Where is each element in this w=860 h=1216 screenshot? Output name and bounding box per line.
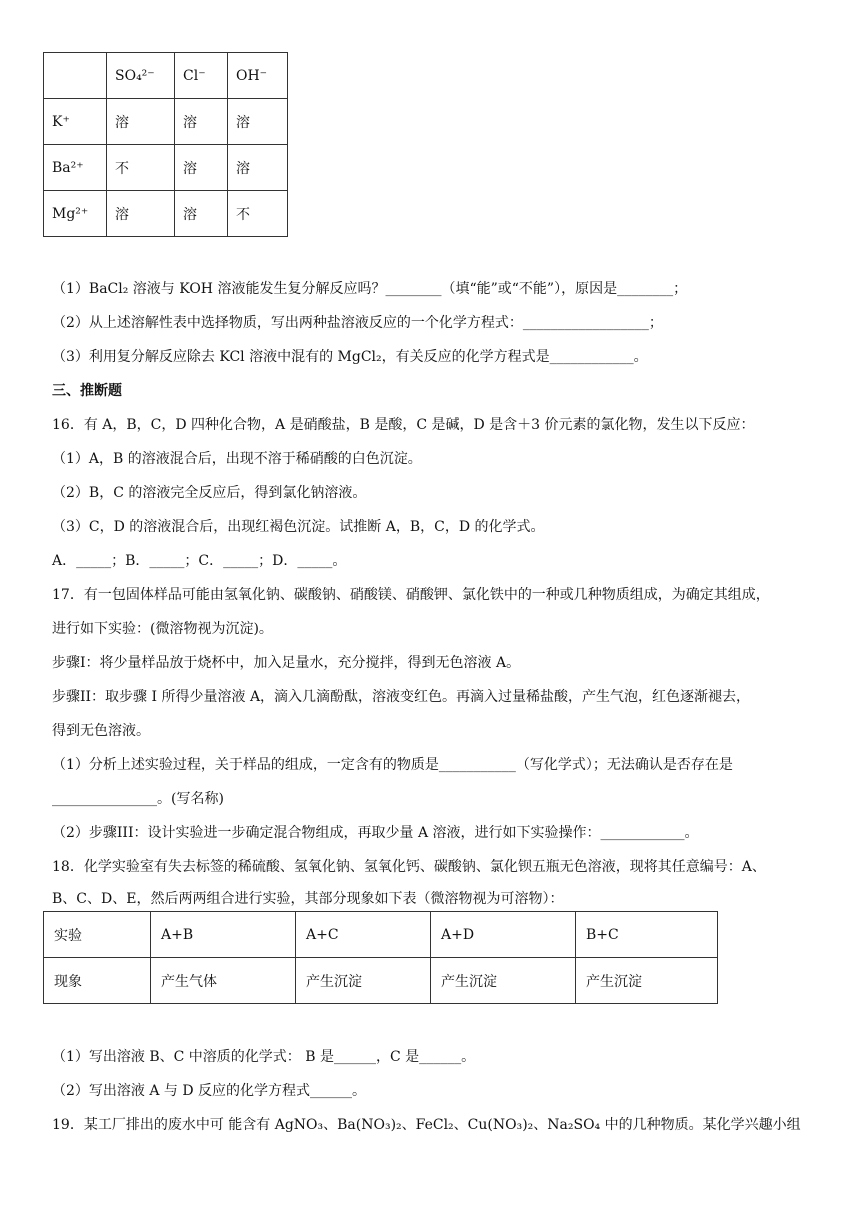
q17-part2: （2）步骤III：设计实验进一步确定混合物组成，再取少量 A 溶液，进行如下实验操作：____________。: [52, 825, 699, 841]
section-heading: 三、推断题: [52, 383, 122, 399]
table-cell: 不: [228, 191, 288, 237]
q19-stem: 19．某工厂排出的废水中可 能含有 AgNO₃、Ba(NO₃)₂、FeCl₂、Cu(NO₃)₂、Na₂SO₄ 中的几种物质。某化学兴趣小组: [52, 1117, 801, 1133]
header-hydroxide: OH⁻: [228, 53, 288, 99]
table-cell: A+B: [151, 912, 296, 958]
table-cell: 溶: [107, 191, 175, 237]
solubility-table: [43, 52, 288, 237]
table-cell: 溶: [175, 145, 228, 191]
table-cell: 溶: [175, 191, 228, 237]
table-cell: 溶: [228, 145, 288, 191]
header-chloride: Cl⁻: [175, 53, 228, 99]
q15-part3: （3）利用复分解反应除去 KCl 溶液中混有的 MgCl₂，有关反应的化学方程式是____________。: [52, 349, 648, 365]
q17-step2-line1: 步骤II：取步骤 I 所得少量溶液 A，滴入几滴酚酞，溶液变红色。再滴入过量稀盐酸，产生气泡，红色逐渐褪去，: [52, 689, 751, 705]
table-cell: B+C: [576, 912, 718, 958]
q17-stem-line2: 进行如下实验：(微溶物视为沉淀)。: [52, 621, 273, 637]
experiment-table: [43, 911, 718, 1004]
q16-part3: （3）C，D 的溶液混合后，出现红褐色沉淀。试推断 A，B，C，D 的化学式。: [52, 519, 545, 535]
header-sulfate: SO₄²⁻: [107, 53, 175, 99]
table-row: [44, 191, 288, 237]
table-cell: 溶: [228, 99, 288, 145]
table-cell: 现象: [44, 958, 151, 1004]
table-header-row: [44, 53, 288, 99]
table-cell: 产生沉淀: [431, 958, 576, 1004]
q15-part1: （1）BaCl₂ 溶液与 KOH 溶液能发生复分解反应吗？________（填“能”或“不能”），原因是________；: [52, 281, 688, 297]
table-cell: 产生沉淀: [576, 958, 718, 1004]
table-cell: A+C: [296, 912, 431, 958]
table-row: [44, 912, 718, 958]
row-ion-label: K⁺: [44, 99, 107, 145]
table-cell: 不: [107, 145, 175, 191]
row-ion-label: Mg²⁺: [44, 191, 107, 237]
table-row: [44, 145, 288, 191]
table-cell: 溶: [107, 99, 175, 145]
table-cell: 溶: [175, 99, 228, 145]
q17-part1-line1: （1）分析上述实验过程，关于样品的组成，一定含有的物质是___________（写化学式）；无法确认是否存在是: [52, 757, 733, 773]
table-cell: 产生沉淀: [296, 958, 431, 1004]
q17-stem-line1: 17．有一包固体样品可能由氢氧化钠、碳酸钠、硝酸镁、硝酸钾、氯化铁中的一种或几种物质组成，为确定其组成，: [52, 587, 770, 603]
q16-stem: 16．有 A，B，C，D 四种化合物，A 是硝酸盐，B 是酸，C 是碱，D 是含＋3 价元素的氯化物，发生以下反应：: [52, 417, 755, 433]
q15-part2: （2）从上述溶解性表中选择物质，写出两种盐溶液反应的一个化学方程式：__________________；: [52, 315, 663, 331]
q18-part1: （1）写出溶液 B、C 中溶质的化学式： B 是______，C 是______。: [52, 1049, 476, 1065]
q17-part1-line2: _______________。(写名称): [52, 791, 224, 807]
table-cell: A+D: [431, 912, 576, 958]
q18-stem-line2: B、C、D、E，然后两两组合进行实验，其部分现象如下表（微溶物视为可溶物）：: [52, 891, 564, 907]
table-row: [44, 958, 718, 1004]
q16-answer: A．_____；B．_____；C．_____；D．_____。: [52, 553, 347, 569]
row-ion-label: Ba²⁺: [44, 145, 107, 191]
q17-step2-line2: 得到无色溶液。: [52, 723, 150, 739]
q18-stem-line1: 18．化学实验室有失去标签的稀硫酸、氢氧化钠、氢氧化钙、碳酸钠、氯化钡五瓶无色溶液，现将其任意编号：A、: [52, 859, 766, 875]
table-cell: 产生气体: [151, 958, 296, 1004]
table-cell: 实验: [44, 912, 151, 958]
q16-part2: （2）B，C 的溶液完全反应后，得到氯化钠溶液。: [52, 485, 367, 501]
q16-part1: （1）A，B 的溶液混合后，出现不溶于稀硝酸的白色沉淀。: [52, 451, 422, 467]
table-row: [44, 99, 288, 145]
q18-part2: （2）写出溶液 A 与 D 反应的化学方程式______。: [52, 1083, 367, 1099]
q17-step1: 步骤I：将少量样品放于烧杯中，加入足量水，充分搅拌，得到无色溶液 A。: [52, 655, 521, 671]
table-corner-cell: [44, 53, 107, 99]
